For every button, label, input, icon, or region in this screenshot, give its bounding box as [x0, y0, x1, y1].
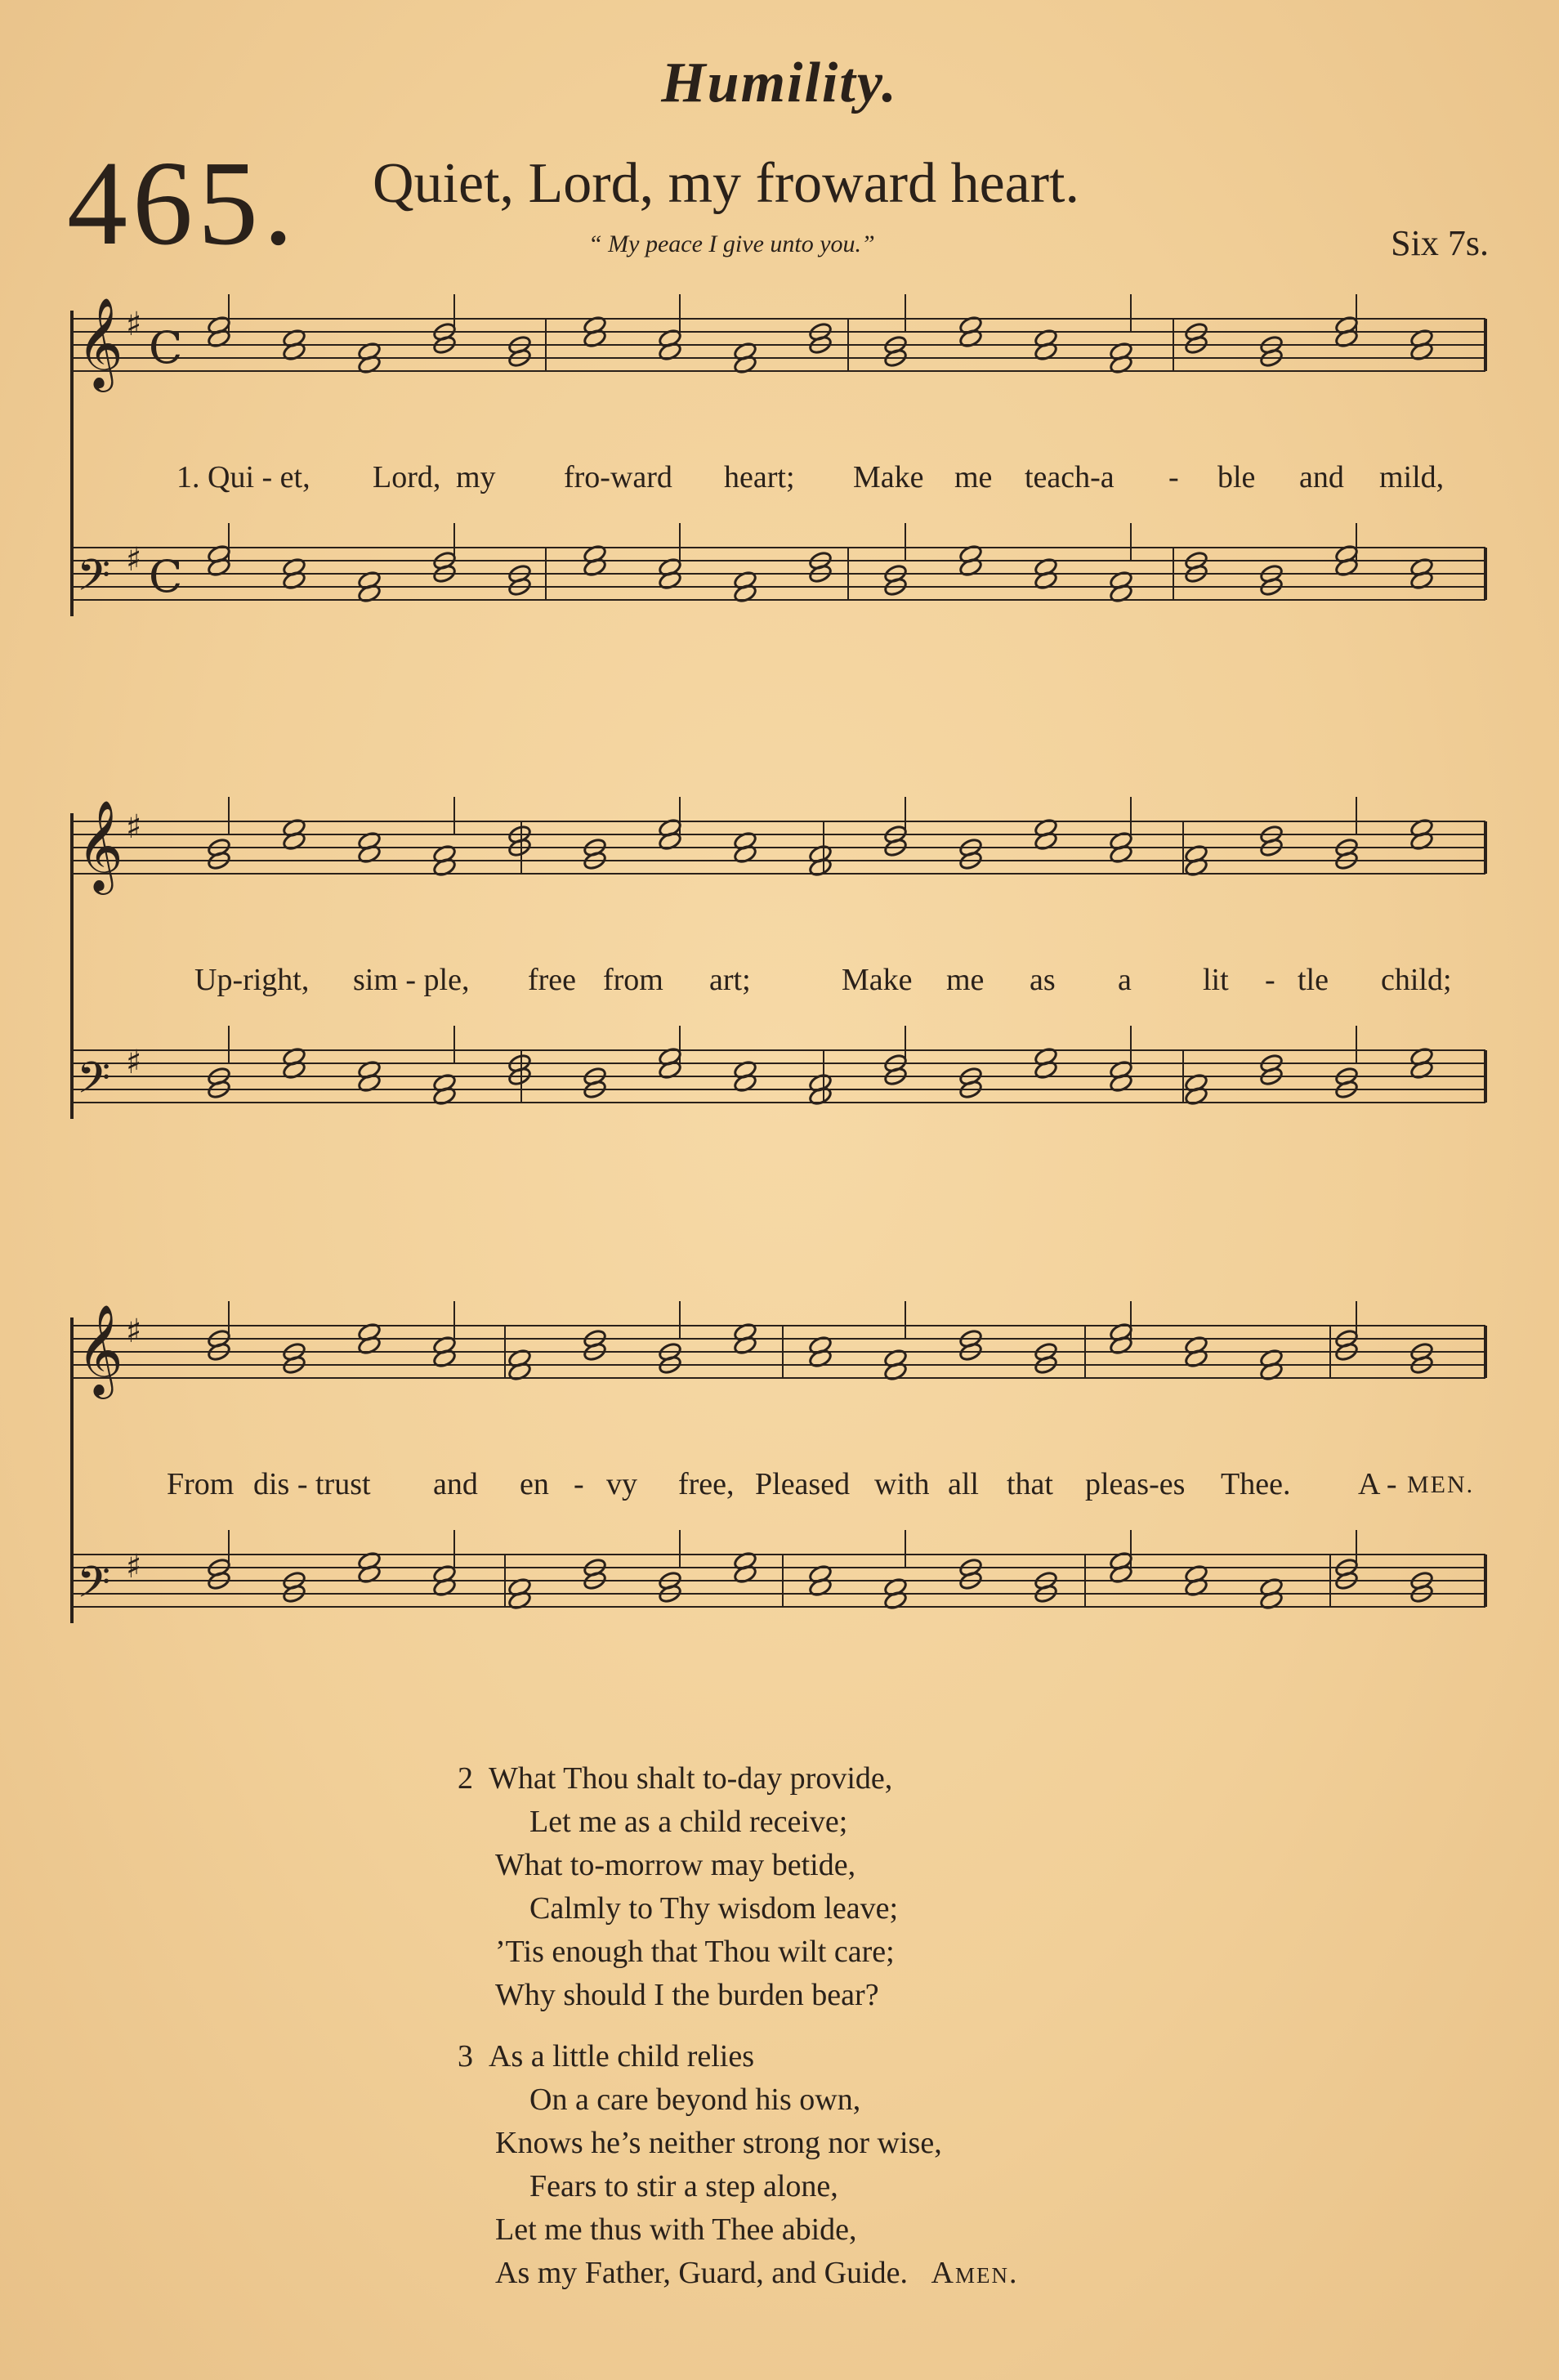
common-time: C — [149, 551, 183, 602]
lyric-syllable: free — [528, 963, 577, 997]
lyrics-line-2 — [64, 962, 1494, 1003]
lyric-syllable: vy — [606, 1467, 637, 1501]
lyric-syllable: en — [520, 1467, 549, 1501]
lyric-syllable: From — [167, 1467, 235, 1501]
lyric-syllable: me — [946, 963, 985, 997]
verse-line: Let me thus with Thee abide, — [495, 2212, 857, 2247]
verse-line: On a care beyond his own, — [529, 2082, 861, 2117]
verse-line — [458, 1757, 1193, 1801]
common-time: C — [149, 322, 183, 374]
treble-clef: 𝄞 — [77, 1304, 123, 1395]
lyrics-line-1 — [64, 459, 1494, 500]
lyric-syllable: lit — [1203, 963, 1229, 997]
lyric-syllable: Make — [853, 460, 924, 494]
hymn-title: Quiet, Lord, my froward heart. — [373, 152, 1079, 215]
lyric-syllable: mild, — [1379, 460, 1445, 494]
lyric-syllable: Make — [842, 963, 913, 997]
lyric-syllable: with — [874, 1467, 930, 1501]
lyric-syllable: teach-a — [1025, 460, 1115, 494]
verse-line: Why should I the burden bear? — [495, 1978, 879, 2012]
treble-clef: 𝄞 — [77, 297, 123, 388]
verse-line — [458, 2035, 1193, 2078]
verse-line: What to-morrow may betide, — [495, 1848, 856, 1882]
lyric-syllable: art; — [709, 963, 751, 997]
lyric-syllable: and — [1299, 460, 1344, 494]
section-title: Humility. — [661, 51, 898, 114]
verse-line: Let me as a child receive; — [529, 1805, 848, 1839]
bass-clef: 𝄢 — [77, 551, 111, 611]
lyric-syllable: all — [948, 1467, 979, 1501]
bass-clef: 𝄢 — [77, 1558, 111, 1618]
music-system-2 — [64, 789, 1494, 1173]
lyric-syllable: heart; — [724, 460, 795, 494]
stanza-2 — [458, 1757, 1193, 2017]
verse-line-text: As a little child relies — [489, 2039, 755, 2074]
lyrics-line-3 — [64, 1466, 1494, 1507]
sharp-sign: ♯ — [126, 1044, 142, 1081]
lyric-syllable: my — [456, 460, 496, 494]
lyric-syllable: - — [1168, 460, 1179, 494]
lyric-syllable: sim - ple, — [353, 963, 470, 997]
sharp-sign: ♯ — [126, 306, 142, 343]
lyric-syllable: tle — [1298, 963, 1329, 997]
verses — [458, 1757, 1193, 2313]
lyric-syllable: and — [433, 1467, 478, 1501]
lyric-syllable: that — [1007, 1467, 1053, 1501]
verse-line-text: What Thou shalt to-day provide, — [489, 1761, 893, 1796]
lyric-syllable: free, — [678, 1467, 735, 1501]
sharp-sign: ♯ — [126, 1313, 142, 1350]
lyric-syllable: ble — [1217, 460, 1256, 494]
epigraph: “ My peace I give unto you.” — [588, 230, 875, 257]
lyric-syllable: me — [954, 460, 993, 494]
lyric-syllable: - — [1265, 963, 1275, 997]
lyric-syllable: 1. Qui - et, — [176, 460, 310, 494]
amen: Amen. — [931, 2256, 1019, 2290]
lyric-syllable: Thee. — [1221, 1467, 1291, 1501]
music-system-3 — [64, 1293, 1494, 1677]
verse-line: ’Tis enough that Thou wilt care; — [495, 1935, 895, 1969]
lyric-syllable: pleas-es — [1085, 1467, 1186, 1501]
verse-line — [458, 2252, 1193, 2295]
lyric-syllable: Up-right, — [194, 963, 310, 997]
verse-line: Fears to stir a step alone, — [529, 2169, 838, 2203]
verse-line-text: As my Father, Guard, and Guide. — [495, 2256, 909, 2290]
lyric-syllable: as — [1030, 963, 1056, 997]
lyric-syllable: fro-ward — [564, 460, 672, 494]
meter: Six 7s. — [1391, 223, 1489, 263]
verse-line: Knows he’s neither strong nor wise, — [495, 2126, 942, 2160]
hymn-number: 465. — [67, 136, 298, 271]
lyric-syllable: from — [603, 963, 663, 997]
bass-clef: 𝄢 — [77, 1054, 111, 1114]
treble-clef: 𝄞 — [77, 799, 123, 891]
verse-line: Calmly to Thy wisdom leave; — [529, 1891, 899, 1926]
sharp-sign: ♯ — [126, 808, 142, 846]
lyric-syllable: child; — [1381, 963, 1452, 997]
lyric-syllable: MEN. — [1407, 1471, 1475, 1498]
lyric-syllable: Lord, — [373, 460, 441, 494]
stanza-number: 2 — [458, 1761, 473, 1796]
music-system-1 — [64, 286, 1494, 670]
lyric-syllable: Pleased — [755, 1467, 851, 1501]
lyric-syllable: A - — [1358, 1467, 1397, 1501]
lyric-syllable: - — [574, 1467, 584, 1501]
lyric-syllable: dis - trust — [253, 1467, 371, 1501]
stanza-3 — [458, 2035, 1193, 2295]
stanza-number: 3 — [458, 2039, 473, 2074]
sharp-sign: ♯ — [126, 1548, 142, 1586]
lyric-syllable: a — [1118, 963, 1132, 997]
sharp-sign: ♯ — [126, 541, 142, 579]
